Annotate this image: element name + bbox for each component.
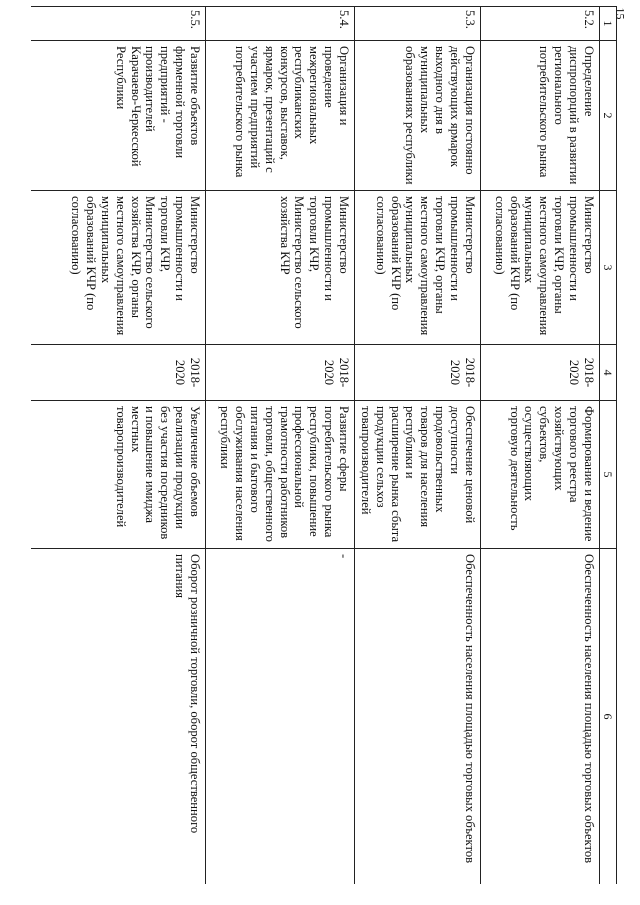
event-cell: Развитие объектов фирменной торговли предприятий - производителей Карачаево-Черкесской Республики <box>31 41 205 191</box>
executor-cell: Министерство промышленности и торговли КЧР, органы местного самоуправления муниципальных образований КЧР (по согласованию) <box>354 191 480 345</box>
table-row <box>205 7 354 885</box>
period-cell: 2018-2020 <box>31 345 205 401</box>
indicator-cell: - <box>205 549 354 885</box>
indicator-cell: Обеспеченность населения площадью торговых объектов <box>480 549 599 885</box>
table-row <box>31 7 205 885</box>
table-row <box>480 7 599 885</box>
event-cell: Определение диспропорций в развитии регионального потребительского рынка <box>480 41 599 191</box>
column-header-4: 4 <box>599 345 616 401</box>
column-header-5: 5 <box>599 401 616 549</box>
executor-cell: Министерство промышленности и торговли КЧР, Министерство сельского хозяйства КЧР <box>205 191 354 345</box>
column-header-2: 2 <box>599 41 616 191</box>
row-number: 5.5. <box>31 7 205 41</box>
column-header-6: 6 <box>599 549 616 885</box>
indicator-cell: Оборот розничной торговли, оборот общественного питания <box>31 549 205 885</box>
rotated-table-container <box>31 6 617 884</box>
result-cell: Развитие сферы потребительского рынка республики, повышение профессиональной грамотности работников торговли, общественного питания и бытового обслуживания населения республики <box>205 401 354 549</box>
period-cell: 2018-2020 <box>480 345 599 401</box>
period-cell: 2018-2020 <box>205 345 354 401</box>
indicator-cell: Обеспеченность населения площадью торговых объектов <box>354 549 480 885</box>
column-number-row <box>599 7 616 885</box>
result-cell: Обеспечение ценовой доступности продовольственных товаров для населения республики и расширение рынка сбыта продукции сельхоз товапроизводителей <box>354 401 480 549</box>
executor-cell: Министерство промышленности и торговли КЧР, органы местного самоуправления муниципальных образований КЧР (по согласованию) <box>480 191 599 345</box>
column-header-3: 3 <box>599 191 616 345</box>
period-cell: 2018-2020 <box>354 345 480 401</box>
event-cell: Организация и проведение межрегиональных республиканских конкурсов, выставок, ярмарок, презентаций с участием предприятий потребительского рынка <box>205 41 354 191</box>
row-number: 5.4. <box>205 7 354 41</box>
document-sheet <box>31 6 617 884</box>
event-cell: Организация постоянно действующих ярмарок выходного дня в муниципальных образованиях республики <box>354 41 480 191</box>
column-header-1: 1 <box>599 7 616 41</box>
executor-cell: Министерство промышленности и торговли КЧР, Министерство сельского хозяйства КЧР, органы местного самоуправления муниципальных образований КЧР (по согласованию) <box>31 191 205 345</box>
result-cell: Формирование и ведение торгового реестра хозяйствующих субъектов, осуществляющих торговую деятельность <box>480 401 599 549</box>
program-activities-table <box>31 6 617 884</box>
page-number: 15 <box>613 7 628 20</box>
row-number: 5.2. <box>480 7 599 41</box>
result-cell: Увеличение объемов реализации продукции без участия посредников и повышение имиджа местных товаропроизводителей <box>31 401 205 549</box>
table-row <box>354 7 480 885</box>
row-number: 5.3. <box>354 7 480 41</box>
